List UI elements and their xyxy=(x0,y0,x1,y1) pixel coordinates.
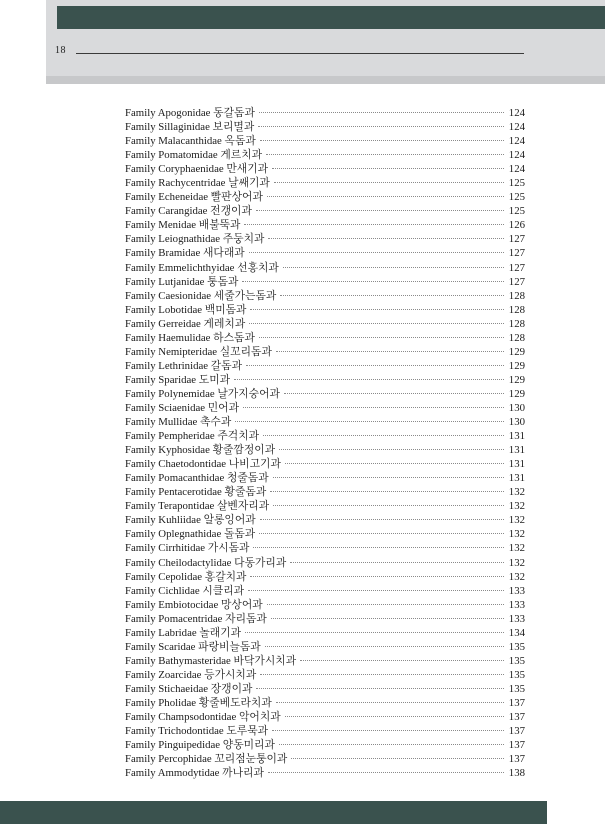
dot-leader xyxy=(271,618,504,619)
dot-leader xyxy=(290,562,504,563)
dot-leader xyxy=(259,337,504,338)
dot-leader xyxy=(276,702,504,703)
dot-leader xyxy=(285,716,504,717)
toc-entry-page: 124 xyxy=(508,121,525,134)
toc-entry-label: Family Pinguipedidae 양동미리과 xyxy=(125,739,275,752)
dot-leader xyxy=(270,491,504,492)
dot-leader xyxy=(267,196,504,197)
toc-entry xyxy=(125,387,525,401)
toc-entry-page: 127 xyxy=(508,247,525,260)
toc-entry-page: 128 xyxy=(508,303,525,316)
dot-leader xyxy=(279,449,504,450)
toc-entry-label: Family Emmelichthyidae 선홍치과 xyxy=(125,261,279,274)
toc-entry-page: 137 xyxy=(508,725,525,738)
toc-entry-label: Family Pempheridae 주걱치과 xyxy=(125,430,260,443)
dot-leader xyxy=(268,238,503,239)
dot-leader xyxy=(256,210,504,211)
toc-entry-page: 133 xyxy=(508,584,525,597)
toc-entry-label: Family Pholidae 황줄베도라치과 xyxy=(125,696,272,709)
toc-entry-label: Family Lethrinidae 갈돔과 xyxy=(125,359,243,372)
dot-leader xyxy=(266,154,504,155)
toc-entry-label: Family Haemulidae 하스돔과 xyxy=(125,331,255,344)
toc-entry-label: Family Percophidae 꼬리점눈퉁이과 xyxy=(125,753,288,766)
dot-leader xyxy=(250,576,503,577)
toc-entry xyxy=(125,331,525,345)
toc-entry-page: 130 xyxy=(508,401,525,414)
toc-entry xyxy=(125,190,525,204)
toc-entry-label: Family Pentacerotidae 황줄돔과 xyxy=(125,486,267,499)
dot-leader xyxy=(279,744,504,745)
toc-entry-label: Family Sciaenidae 민어과 xyxy=(125,401,240,414)
toc-entry xyxy=(125,218,525,232)
toc-entry-page: 135 xyxy=(508,654,525,667)
dot-leader xyxy=(249,252,504,253)
toc-entry-label: Family Lobotidae 백미돔과 xyxy=(125,303,247,316)
dot-leader xyxy=(291,758,503,759)
dot-leader xyxy=(283,267,504,268)
dot-leader xyxy=(250,309,503,310)
toc-entry-label: Family Mullidae 촉수과 xyxy=(125,416,232,429)
toc-entry-label: Family Trichodontidae 도루묵과 xyxy=(125,725,269,738)
toc-entry-label: Family Zoarcidae 등가시치과 xyxy=(125,668,257,681)
toc-entry-label: Family Pomacentridae 자리돔과 xyxy=(125,612,267,625)
dot-leader xyxy=(276,351,504,352)
toc-entry-page: 137 xyxy=(508,753,525,766)
toc-entry-page: 125 xyxy=(508,177,525,190)
toc-entry-label: Family Gerreidae 게레치과 xyxy=(125,317,246,330)
toc-entry xyxy=(125,232,525,246)
toc-entry xyxy=(125,443,525,457)
dot-leader xyxy=(267,604,504,605)
toc-entry xyxy=(125,457,525,471)
dot-leader xyxy=(272,168,504,169)
toc-entry-label: Family Labridae 놀래기과 xyxy=(125,626,242,639)
toc-entry-label: Family Embiotocidae 망상어과 xyxy=(125,598,263,611)
toc-entry xyxy=(125,485,525,499)
toc-entry-label: Family Stichaeidae 장갱이과 xyxy=(125,682,253,695)
toc-entry-page: 130 xyxy=(508,416,525,429)
toc-entry xyxy=(125,261,525,275)
toc-entry-label: Family Terapontidae 살벤자리과 xyxy=(125,500,270,513)
dot-leader xyxy=(243,407,504,408)
toc-entry xyxy=(125,134,525,148)
toc-entry-page: 132 xyxy=(508,500,525,513)
dot-leader xyxy=(245,632,504,633)
toc-entry-page: 124 xyxy=(508,107,525,119)
toc-entry xyxy=(125,176,525,190)
toc-entry xyxy=(125,275,525,289)
dot-leader xyxy=(274,182,504,183)
toc-entry-label: Family Echeneidae 빨판상어과 xyxy=(125,191,263,204)
dot-leader xyxy=(260,140,504,141)
page-number: 18 xyxy=(55,45,66,56)
toc-entry xyxy=(125,556,525,570)
toc-entry-page: 124 xyxy=(508,149,525,162)
dot-leader xyxy=(253,547,503,548)
toc-entry-label: Family Cheilodactylidae 다동가리과 xyxy=(125,556,287,569)
dot-leader xyxy=(249,323,504,324)
toc-entry-page: 125 xyxy=(508,205,525,218)
toc-entry xyxy=(125,668,525,682)
toc-entry-label: Family Caesionidae 세줄가는돔과 xyxy=(125,289,277,302)
dot-leader xyxy=(263,435,504,436)
toc-entry-label: Family Polynemidae 날가지숭어과 xyxy=(125,387,280,400)
toc-entry-label: Family Coryphaenidae 만새기과 xyxy=(125,163,269,176)
dot-leader xyxy=(258,126,504,127)
toc-list xyxy=(125,106,525,780)
toc-entry-label: Family Sillaginidae 보리멸과 xyxy=(125,121,255,134)
top-accent-bar xyxy=(57,6,605,29)
toc-entry-page: 131 xyxy=(508,472,525,485)
toc-entry-label: Family Chaetodontidae 나비고기과 xyxy=(125,458,281,471)
toc-entry xyxy=(125,204,525,218)
toc-entry xyxy=(125,373,525,387)
toc-entry-label: Family Lutjanidae 퉁돔과 xyxy=(125,275,239,288)
toc-entry xyxy=(125,513,525,527)
toc-entry-page: 132 xyxy=(508,570,525,583)
toc-entry xyxy=(125,429,525,443)
toc-entry xyxy=(125,584,525,598)
toc-entry-label: Family Nemipteridae 실꼬리돔과 xyxy=(125,345,272,358)
toc-entry-label: Family Pomacanthidae 청줄돔과 xyxy=(125,472,269,485)
toc-entry-page: 124 xyxy=(508,135,525,148)
dot-leader xyxy=(284,393,504,394)
toc-entry xyxy=(125,345,525,359)
toc-entry-page: 135 xyxy=(508,682,525,695)
dot-leader xyxy=(242,281,503,282)
toc-entry-label: Family Malacanthidae 옥돔과 xyxy=(125,135,256,148)
toc-entry-page: 134 xyxy=(508,626,525,639)
toc-entry-page: 124 xyxy=(508,163,525,176)
toc-entry-label: Family Kuhliidae 알롱잉어과 xyxy=(125,514,256,527)
toc-entry xyxy=(125,359,525,373)
toc-entry-label: Family Ammodytidae 까나리과 xyxy=(125,767,264,780)
header-rule xyxy=(76,53,524,54)
toc-entry xyxy=(125,724,525,738)
bottom-accent-bar xyxy=(0,801,547,824)
toc-entry-page: 127 xyxy=(508,261,525,274)
dot-leader xyxy=(246,365,504,366)
toc-entry-page: 137 xyxy=(508,711,525,724)
toc-entry xyxy=(125,415,525,429)
toc-entry-page: 129 xyxy=(508,345,525,358)
toc-entry-page: 126 xyxy=(508,219,525,232)
toc-entry-page: 127 xyxy=(508,275,525,288)
toc-entry-page: 135 xyxy=(508,640,525,653)
toc-entry-page: 131 xyxy=(508,430,525,443)
toc-entry xyxy=(125,471,525,485)
toc-entry-page: 132 xyxy=(508,556,525,569)
toc-entry xyxy=(125,148,525,162)
dot-leader xyxy=(273,477,504,478)
dot-leader xyxy=(248,590,504,591)
dot-leader xyxy=(234,379,504,380)
toc-entry-page: 132 xyxy=(508,514,525,527)
dot-leader xyxy=(273,505,504,506)
toc-entry xyxy=(125,162,525,176)
toc-entry-page: 127 xyxy=(508,233,525,246)
toc-entry xyxy=(125,598,525,612)
dot-leader xyxy=(272,730,504,731)
dot-leader xyxy=(259,112,504,113)
toc-entry xyxy=(125,303,525,317)
toc-entry-label: Family Oplegnathidae 돌돔과 xyxy=(125,528,256,541)
toc-entry-page: 131 xyxy=(508,458,525,471)
toc-entry-page: 129 xyxy=(508,359,525,372)
dot-leader xyxy=(256,688,503,689)
dot-leader xyxy=(259,533,504,534)
toc-entry xyxy=(125,120,525,134)
dot-leader xyxy=(268,772,504,773)
toc-entry-label: Family Menidae 배불뚝과 xyxy=(125,219,241,232)
toc-entry-label: Family Cirrhitidae 가시돔과 xyxy=(125,542,250,555)
toc-entry-page: 125 xyxy=(508,191,525,204)
toc-entry xyxy=(125,766,525,780)
toc-entry-page: 129 xyxy=(508,373,525,386)
toc-entry xyxy=(125,612,525,626)
toc-entry xyxy=(125,626,525,640)
toc-entry xyxy=(125,710,525,724)
toc-entry-page: 128 xyxy=(508,331,525,344)
dot-leader xyxy=(260,674,504,675)
toc-entry-page: 131 xyxy=(508,444,525,457)
toc-entry xyxy=(125,527,525,541)
toc-entry-page: 137 xyxy=(508,739,525,752)
toc-entry-label: Family Champsodontidae 악어치과 xyxy=(125,711,281,724)
toc-entry-page: 135 xyxy=(508,668,525,681)
toc-entry xyxy=(125,682,525,696)
toc-entry-page: 128 xyxy=(508,289,525,302)
toc-entry xyxy=(125,106,525,120)
toc-entry-page: 129 xyxy=(508,387,525,400)
toc-entry xyxy=(125,570,525,584)
toc-entry-page: 132 xyxy=(508,542,525,555)
toc-entry-label: Family Leiognathidae 주둥치과 xyxy=(125,233,265,246)
toc-entry-page: 132 xyxy=(508,528,525,541)
toc-entry xyxy=(125,401,525,415)
toc-entry xyxy=(125,738,525,752)
toc-entry-page: 133 xyxy=(508,612,525,625)
dot-leader xyxy=(244,224,503,225)
toc-entry xyxy=(125,654,525,668)
dot-leader xyxy=(260,519,504,520)
toc-entry-label: Family Cichlidae 시클리과 xyxy=(125,584,245,597)
toc-entry xyxy=(125,541,525,555)
dot-leader xyxy=(235,421,504,422)
dot-leader xyxy=(285,463,504,464)
dot-leader xyxy=(300,660,504,661)
dot-leader xyxy=(265,646,504,647)
toc-entry xyxy=(125,317,525,331)
toc-entry-label: Family Bramidae 새다래과 xyxy=(125,247,245,260)
toc-entry xyxy=(125,289,525,303)
toc-entry-label: Family Kyphosidae 황줄깜정이과 xyxy=(125,444,276,457)
toc-entry-page: 133 xyxy=(508,598,525,611)
toc-entry xyxy=(125,246,525,260)
toc-entry-label: Family Apogonidae 동갈돔과 xyxy=(125,107,255,119)
header-band-shadow xyxy=(46,76,605,84)
toc-entry-page: 128 xyxy=(508,317,525,330)
toc-entry-page: 132 xyxy=(508,486,525,499)
toc-entry-label: Family Bathymasteridae 바닥가시치과 xyxy=(125,654,297,667)
toc-entry xyxy=(125,640,525,654)
toc-entry xyxy=(125,752,525,766)
toc-entry-label: Family Rachycentridae 날쌔기과 xyxy=(125,177,270,190)
toc-entry-page: 138 xyxy=(508,767,525,780)
toc-entry-label: Family Sparidae 도미과 xyxy=(125,373,231,386)
toc-entry xyxy=(125,696,525,710)
toc-entry-label: Family Pomatomidae 게르치과 xyxy=(125,149,263,162)
toc-entry-label: Family Carangidae 전갱이과 xyxy=(125,205,252,218)
toc-entry-label: Family Scaridae 파랑비늘돔과 xyxy=(125,640,261,653)
dot-leader xyxy=(280,295,503,296)
toc-entry-label: Family Cepolidae 홍갈치과 xyxy=(125,570,247,583)
toc-entry-page: 137 xyxy=(508,696,525,709)
toc-entry xyxy=(125,499,525,513)
